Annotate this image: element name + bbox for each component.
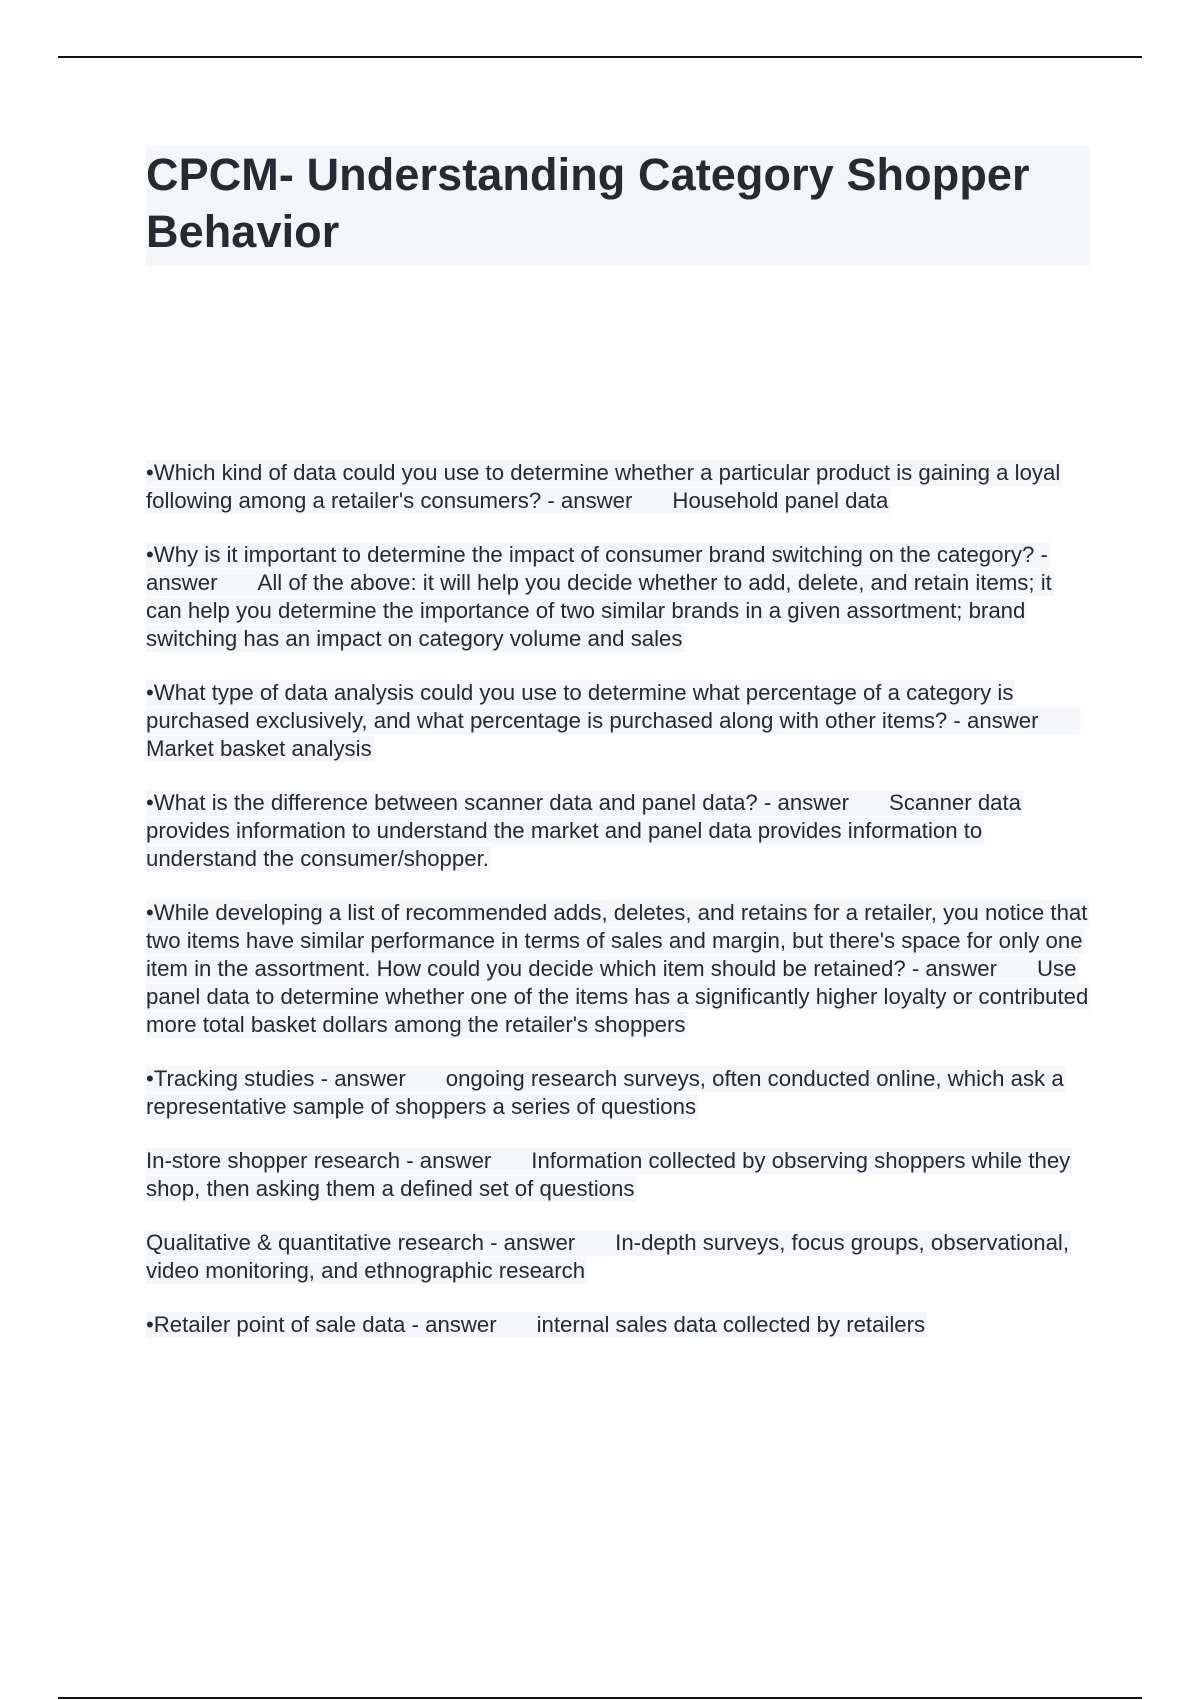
qa-item bbox=[146, 1229, 1090, 1285]
qa-question: •Tracking studies - answer bbox=[146, 1066, 406, 1091]
qa-question: •Which kind of data could you use to determine whether a particular product is gaining a loyal following among a retailer's consumers? - answer bbox=[146, 460, 1061, 513]
bottom-divider bbox=[58, 1697, 1142, 1699]
qa-list bbox=[146, 459, 1090, 1339]
qa-answer: All of the above: it will help you decide whether to add, delete, and retain items; it can help you determine the importance of two similar brands in a given assortment; brand switching has an impact on category volume and sales bbox=[146, 570, 1052, 651]
qa-item bbox=[146, 1065, 1090, 1121]
qa-item bbox=[146, 679, 1090, 763]
qa-question: •Retailer point of sale data - answer bbox=[146, 1312, 497, 1337]
document-body bbox=[146, 146, 1090, 1365]
top-divider bbox=[58, 56, 1142, 58]
qa-question: In-store shopper research - answer bbox=[146, 1148, 492, 1173]
document-title: CPCM- Understanding Category Shopper Behavior bbox=[146, 149, 1030, 257]
qa-answer: Household panel data bbox=[672, 488, 889, 513]
qa-item bbox=[146, 899, 1090, 1039]
qa-answer: Scanner data provides information to understand the market and panel data provides information to understand the consumer/shopper. bbox=[146, 790, 1022, 871]
qa-question: •Why is it important to determine the impact of consumer brand switching on the category? - answer bbox=[146, 542, 1048, 595]
qa-question: •What is the difference between scanner data and panel data? - answer bbox=[146, 790, 850, 815]
qa-item bbox=[146, 541, 1090, 653]
qa-answer: Use panel data to determine whether one of the items has a significantly higher loyalty or contributed more total basket dollars among the retailer's shoppers bbox=[146, 956, 1089, 1037]
qa-answer: internal sales data collected by retailers bbox=[536, 1312, 926, 1337]
qa-answer: Market basket analysis bbox=[146, 736, 372, 761]
qa-question: Qualitative & quantitative research - answer bbox=[146, 1230, 576, 1255]
qa-question: •What type of data analysis could you use to determine what percentage of a category is purchased exclusively, and what percentage is purchased along with other items? - answer bbox=[146, 680, 1039, 733]
title-block bbox=[146, 146, 1090, 266]
qa-answer: In-depth surveys, focus groups, observational, video monitoring, and ethnographic research bbox=[146, 1230, 1070, 1283]
qa-question: •While developing a list of recommended adds, deletes, and retains for a retailer, you notice that two items have similar performance in terms of sales and margin, but there's space for only one item in the assortment. How could you decide which item should be retained? - answer bbox=[146, 900, 1088, 981]
qa-answer: ongoing research surveys, often conducted online, which ask a representative sample of shoppers a series of questions bbox=[146, 1066, 1064, 1119]
qa-item bbox=[146, 789, 1090, 873]
qa-item bbox=[146, 1311, 1090, 1339]
qa-answer: Information collected by observing shoppers while they shop, then asking them a defined set of questions bbox=[146, 1148, 1071, 1201]
qa-item bbox=[146, 459, 1090, 515]
qa-item bbox=[146, 1147, 1090, 1203]
